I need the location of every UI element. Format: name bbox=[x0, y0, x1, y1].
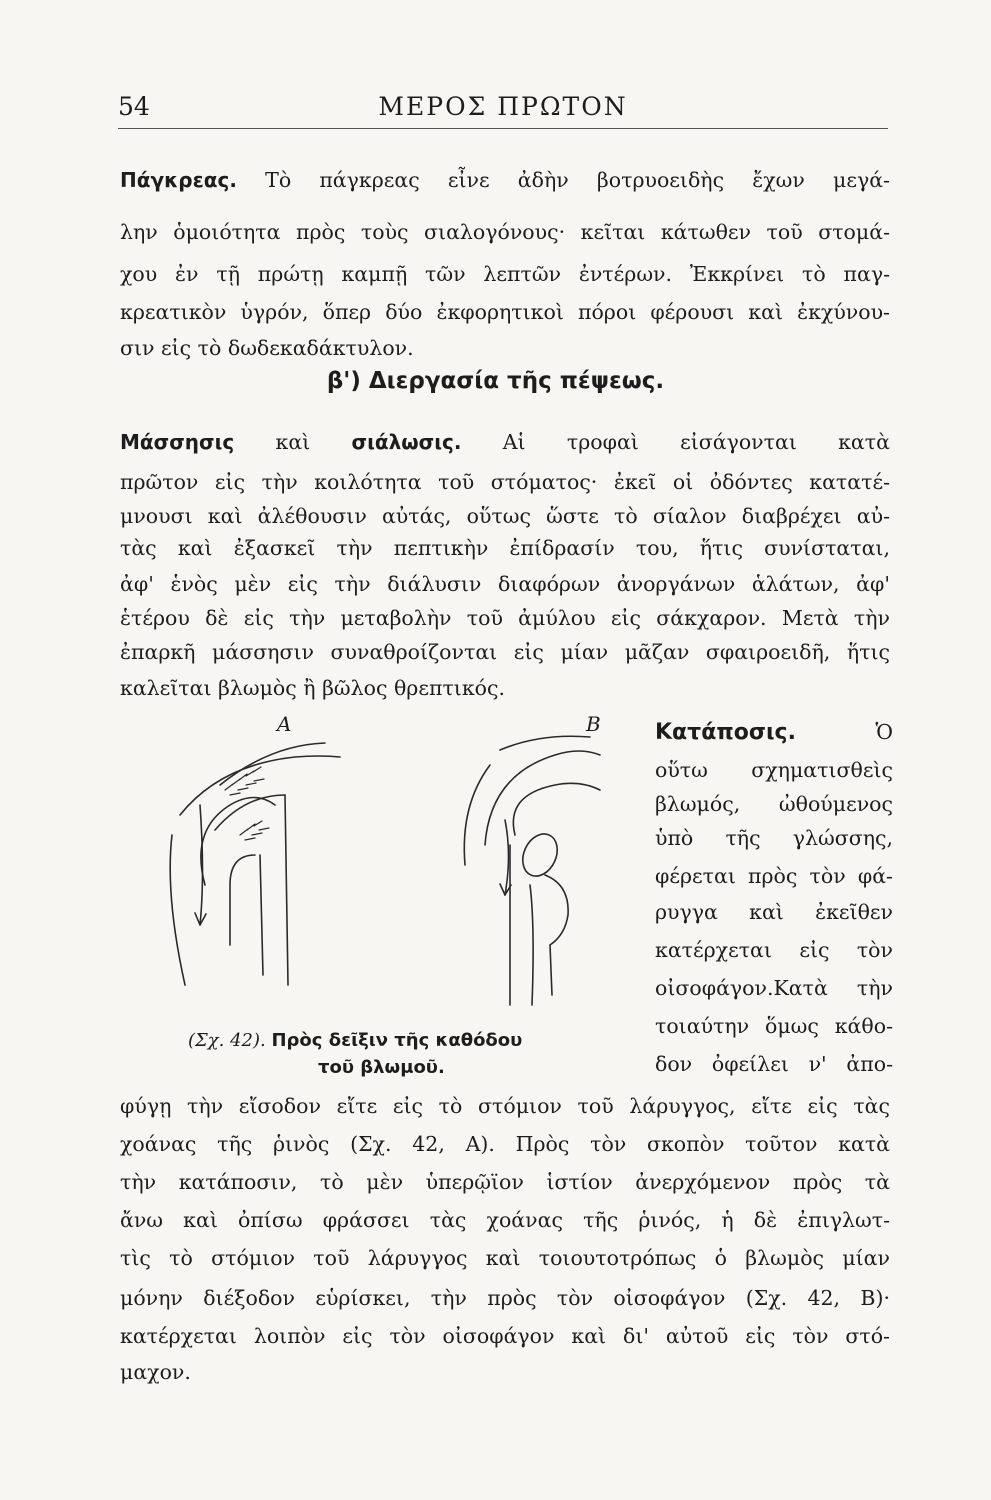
paragraph-line: κατέρχεται λοιπὸν εἰς τὸν οἰσοφάγον καὶ δι' αὐτοῦ εἰς τὸν στό- bbox=[120, 1324, 890, 1348]
paragraph-line: ἑτέρου δὲ εἰς τὴν μεταβολὴν τοῦ ἀμύλου εἰς σάκχαρον. Μετὰ τὴν bbox=[120, 606, 890, 630]
page-number: 54 bbox=[118, 92, 150, 121]
paragraph-line: φύγῃ τὴν εἴσοδον εἴτε εἰς τὸ στόμιον τοῦ λάρυγγος, εἴτε εἰς τὰς bbox=[120, 1094, 890, 1118]
paragraph-line bbox=[655, 722, 893, 744]
figure-caption bbox=[188, 1030, 522, 1051]
paragraph-line: σιν εἰς τὸ δωδεκαδάκτυλον. bbox=[120, 336, 414, 360]
term-pancreas: Πάγκρεας. bbox=[120, 168, 237, 192]
caption-text: Πρὸς δεῖξιν τῆς καθόδου bbox=[271, 1030, 523, 1051]
paragraph-line: χοάνας τῆς ῥινὸς (Σχ. 42, Α). Πρὸς τὸν σκοπὸν τοῦτον κατὰ bbox=[120, 1132, 890, 1156]
paragraph-line: τὰς καὶ ἐξασκεῖ τὴν πεπτικὴν ἐπίδρασίν του, ἥτις συνίσταται, bbox=[120, 536, 890, 560]
paragraph-line: ρυγγα καὶ ἐκεῖθεν bbox=[655, 900, 893, 924]
text-span: Αἱ τροφαὶ εἰσάγονται κατὰ bbox=[502, 430, 890, 454]
paragraph-line: φέρεται πρὸς τὸν φά- bbox=[655, 864, 893, 888]
paragraph-line: κρεατικὸν ὑγρόν, ὅπερ δύο ἐκφορητικοὶ πόροι φέρουσι καὶ ἐκχύνου- bbox=[120, 300, 890, 324]
paragraph-line: οἰσοφάγον.Κατὰ τὴν bbox=[655, 976, 893, 1000]
running-title: ΜΕΡΟΣ ΠΡΩΤΟΝ bbox=[378, 92, 628, 121]
paragraph-line: τὶς τὸ στόμιον τοῦ λάρυγγος καὶ τοιουτοτρόπως ὁ βλωμὸς μίαν bbox=[120, 1246, 890, 1270]
paragraph-line bbox=[120, 432, 890, 453]
swallowing-diagram bbox=[160, 735, 630, 1025]
paragraph-line: χου ἐν τῇ πρώτῃ καμπῇ τῶν λεπτῶν ἐντέρων. Ἐκκρίνει τὸ παγ- bbox=[120, 262, 890, 286]
paragraph-line: ἄνω καὶ ὀπίσω φράσσει τὰς χοάνας τῆς ῥινός, ἡ δὲ ἐπιγλωτ- bbox=[120, 1208, 890, 1232]
figure-label-a: A bbox=[277, 712, 292, 736]
figure-caption-line2 bbox=[318, 1057, 445, 1078]
paragraph-line: τοιαύτην ὅμως κάθο- bbox=[655, 1014, 893, 1038]
caption-ref: (Σχ. 42). bbox=[188, 1030, 266, 1051]
paragraph-line: μαχον. bbox=[120, 1360, 191, 1384]
caption-text: τοῦ βλωμοῦ. bbox=[318, 1057, 445, 1078]
paragraph-line: ἐπαρκῆ μάσσησιν συναθροίζονται εἰς μίαν μᾶζαν σφαιροειδῆ, ἥτις bbox=[120, 640, 890, 664]
paragraph-line bbox=[120, 170, 890, 191]
paragraph-line: ἀφ' ἑνὸς μὲν εἰς τὴν διάλυσιν διαφόρων ἀνοργάνων ἁλάτων, ἀφ' bbox=[120, 572, 890, 596]
paragraph-line: τὴν κατάποσιν, τὸ μὲν ὑπερῷϊον ἱστίον ἀνερχόμενον πρὸς τὰ bbox=[120, 1170, 890, 1194]
paragraph-line: δον ὀφείλει ν' ἀπο- bbox=[655, 1052, 893, 1076]
page-header bbox=[118, 92, 888, 129]
paragraph-line: μόνην διέξοδον εὑρίσκει, τὴν πρὸς τὸν οἰσοφάγον (Σχ. 42, Β)· bbox=[120, 1286, 890, 1310]
text-span: Τὸ πάγκρεας εἶνε ἀδὴν βοτρυοειδὴς ἔχων μεγά- bbox=[265, 168, 890, 192]
paragraph-line: κατέρχεται εἰς τὸν bbox=[655, 938, 893, 962]
text-span: Ὁ bbox=[875, 720, 893, 744]
term-salivation: σιάλωσις. bbox=[351, 430, 462, 454]
paragraph-line: λην ὁμοιότητα πρὸς τοὺς σιαλογόνους· κεῖται κάτωθεν τοῦ στομά- bbox=[120, 220, 890, 244]
figure-label-b: B bbox=[586, 712, 601, 736]
paragraph-line: μνουσι καὶ ἀλέθουσιν αὐτάς, οὕτως ὥστε τὸ σίαλον διαβρέχει αὐ- bbox=[120, 504, 890, 528]
paragraph-line: ὑπὸ τῆς γλώσσης, bbox=[655, 826, 893, 850]
section-heading: β') Διεργασία τῆς πέψεως. bbox=[326, 368, 665, 394]
term-mastication: Μάσσησις bbox=[120, 430, 235, 454]
paragraph-line: βλωμός, ὠθούμενος bbox=[655, 792, 893, 816]
paragraph-line: πρῶτον εἰς τὴν κοιλότητα τοῦ στόματος· ἐκεῖ οἱ ὀδόντες κατατέ- bbox=[120, 470, 890, 494]
text-span: καὶ bbox=[275, 430, 311, 454]
paragraph-line: καλεῖται βλωμὸς ἢ βῶλος θρεπτικός. bbox=[120, 676, 505, 700]
term-swallowing: Κατάποσις. bbox=[655, 720, 796, 745]
paragraph-line: οὕτω σχηματισθεὶς bbox=[655, 758, 893, 782]
